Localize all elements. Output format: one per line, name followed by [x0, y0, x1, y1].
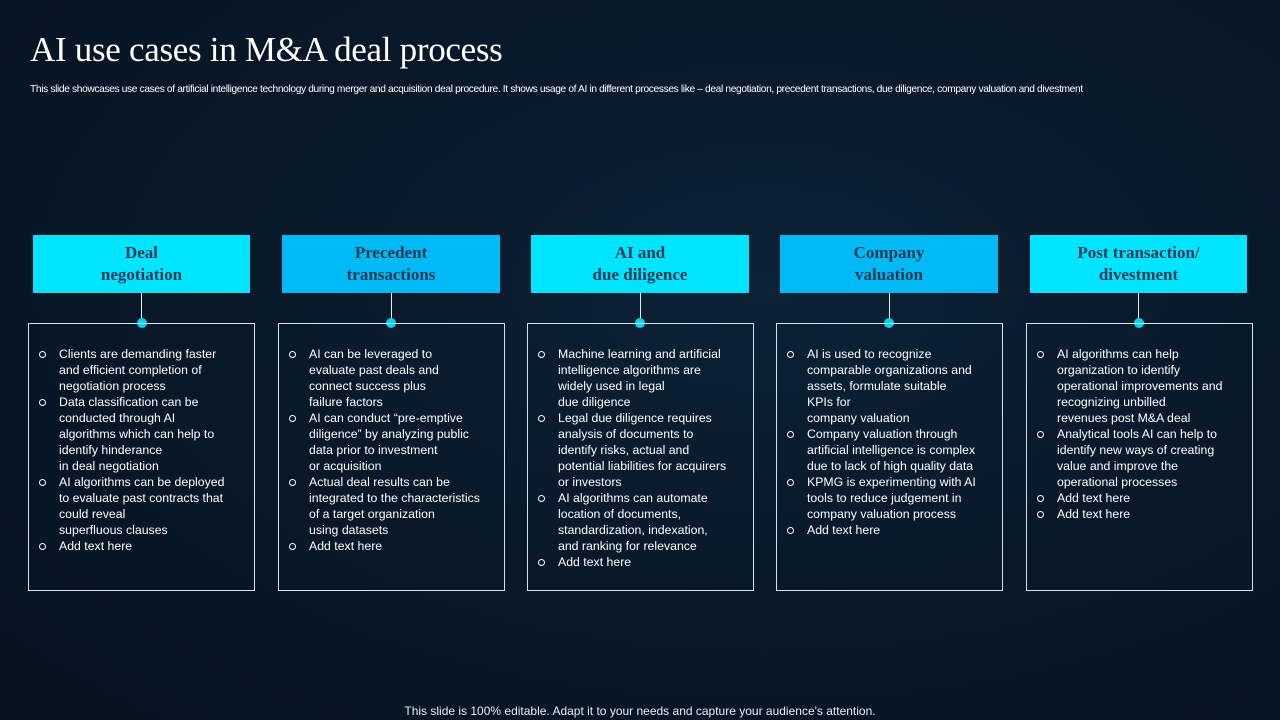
list-item-text: Add text here — [807, 523, 881, 537]
bullet-list — [39, 346, 246, 554]
hollow-bullet-icon — [1037, 511, 1044, 518]
list-item-text: Company valuation through artificial intelligence is complex due to lack of high quality data — [807, 427, 976, 473]
list-item — [289, 474, 496, 538]
hollow-bullet-icon — [289, 415, 296, 422]
column-header: Company valuation — [780, 235, 998, 293]
hollow-bullet-icon — [289, 543, 296, 550]
list-item — [289, 410, 496, 474]
hollow-bullet-icon — [538, 559, 545, 566]
hollow-bullet-icon — [538, 351, 545, 358]
hollow-bullet-icon — [39, 399, 46, 406]
list-item-text: AI algorithms can help organization to identify operational improvements and recognizing unbilled revenues post M&A deal — [1057, 347, 1223, 425]
list-item-text: Data classification can be conducted through AI algorithms which can help to identify hinderance in deal negotiation — [59, 395, 215, 473]
hollow-bullet-icon — [1037, 431, 1044, 438]
hollow-bullet-icon — [39, 479, 46, 486]
content-box — [278, 323, 505, 591]
list-item — [538, 410, 745, 490]
list-item — [787, 426, 994, 474]
list-item-text: Machine learning and artificial intelligence algorithms are widely used in legal due diligence — [558, 347, 721, 409]
list-item — [538, 346, 745, 410]
hollow-bullet-icon — [39, 351, 46, 358]
hollow-bullet-icon — [538, 495, 545, 502]
list-item-text: AI is used to recognize comparable organizations and assets, formulate suitable KPIs for company valuation — [807, 347, 972, 425]
list-item-text: Add text here — [1057, 507, 1131, 521]
list-item — [39, 346, 246, 394]
bullet-list — [787, 346, 994, 538]
list-item-text: Legal due diligence requires analysis of documents to identify risks, actual and potential liabilities for acquirers or investors — [558, 411, 727, 489]
list-item — [538, 554, 745, 570]
list-item-text: Add text here — [558, 555, 632, 569]
list-item-text: AI algorithms can be deployed to evaluate past contracts that could reveal superfluous clauses — [59, 475, 225, 537]
list-item — [1037, 426, 1244, 490]
list-item-text: AI can conduct “pre-emptive diligence” by analyzing public data prior to investment or acquisition — [309, 411, 469, 473]
list-item-text: Add text here — [59, 539, 133, 553]
bullet-list — [289, 346, 496, 554]
list-item-text: Add text here — [309, 539, 383, 553]
column-header: Post transaction/ divestment — [1030, 235, 1247, 293]
list-item — [787, 474, 994, 522]
column-header: Deal negotiation — [33, 235, 250, 293]
bullet-list — [1037, 346, 1244, 522]
content-box — [776, 323, 1003, 591]
column-header: AI and due diligence — [531, 235, 749, 293]
list-item — [787, 522, 994, 538]
slide-subtitle: This slide showcases use cases of artificial intelligence technology during merger and acquisition deal procedure. It shows usage of AI in different processes like – deal negotiation, precedent transactions, due diligence, company valuation and divestment — [30, 84, 1083, 95]
list-item — [39, 538, 246, 554]
hollow-bullet-icon — [1037, 351, 1044, 358]
list-item-text: Add text here — [1057, 491, 1131, 505]
slide-title: AI use cases in M&A deal process — [30, 30, 503, 69]
footer-note: This slide is 100% editable. Adapt it to your needs and capture your audience's attention. — [404, 704, 876, 718]
content-box — [527, 323, 754, 591]
bullet-list — [538, 346, 745, 570]
list-item — [39, 394, 246, 474]
list-item — [1037, 490, 1244, 506]
list-item — [787, 346, 994, 426]
list-item-text: Clients are demanding faster and efficient completion of negotiation process — [59, 347, 217, 393]
column-header: Precedent transactions — [282, 235, 500, 293]
hollow-bullet-icon — [538, 415, 545, 422]
list-item-text: KPMG is experimenting with AI tools to reduce judgement in company valuation process — [807, 475, 976, 521]
hollow-bullet-icon — [787, 431, 794, 438]
hollow-bullet-icon — [787, 351, 794, 358]
hollow-bullet-icon — [289, 351, 296, 358]
list-item-text: AI can be leveraged to evaluate past deals and connect success plus failure factors — [309, 347, 439, 409]
content-box — [28, 323, 255, 591]
hollow-bullet-icon — [1037, 495, 1044, 502]
list-item — [39, 474, 246, 538]
content-box — [1026, 323, 1253, 591]
list-item-text: Analytical tools AI can help to identify new ways of creating value and improve the operational processes — [1057, 427, 1217, 489]
list-item — [1037, 506, 1244, 522]
list-item — [538, 490, 745, 554]
list-item — [289, 346, 496, 410]
hollow-bullet-icon — [787, 527, 794, 534]
hollow-bullet-icon — [289, 479, 296, 486]
hollow-bullet-icon — [39, 543, 46, 550]
list-item — [1037, 346, 1244, 426]
list-item — [289, 538, 496, 554]
list-item-text: AI algorithms can automate location of documents, standardization, indexation, and ranking for relevance — [558, 491, 708, 553]
list-item-text: Actual deal results can be integrated to the characteristics of a target organization using datasets — [309, 475, 480, 537]
hollow-bullet-icon — [787, 479, 794, 486]
